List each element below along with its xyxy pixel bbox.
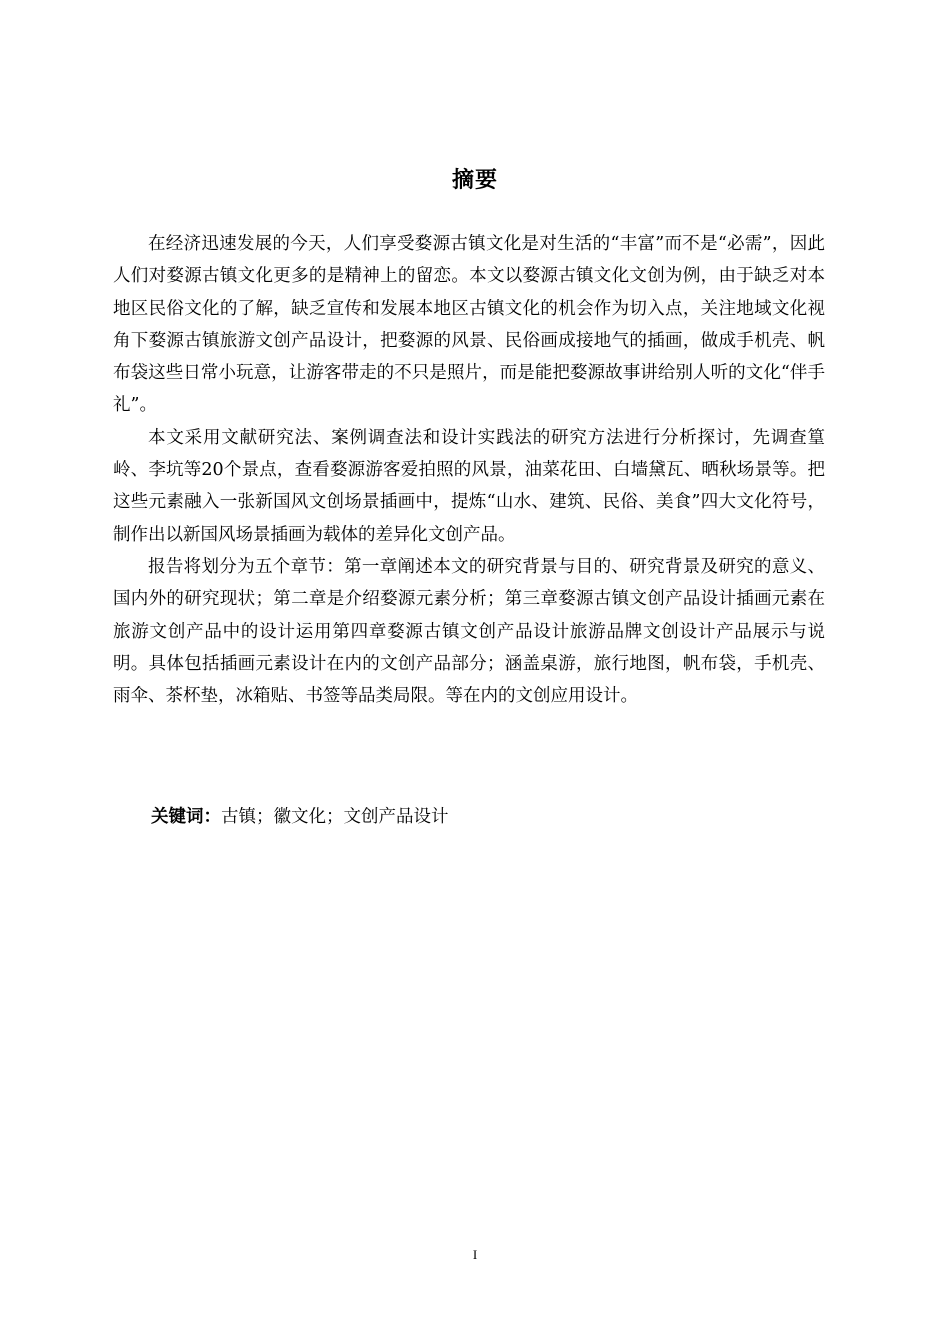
keywords-line [151, 802, 449, 832]
abstract-body [113, 228, 825, 712]
abstract-paragraph-3: 报告将划分为五个章节：第一章阐述本文的研究背景与目的、研究背景及研究的意义、国内外的研究现状；第二章是介绍婺源元素分析；第三章婺源古镇文创产品设计插画元素在旅游文创产品中的设计运用第四章婺源古镇文创产品设计旅游品牌文创设计产品展示与说明。具体包括插画元素设计在内的文创产品部分；涵盖桌游，旅行地图，帆布袋，手机壳、雨伞、茶杯垫，冰箱贴、书签等品类局限。等在内的文创应用设计。 [113, 556, 825, 707]
page-number: I [472, 1247, 478, 1262]
abstract-paragraph-1: 在经济迅速发展的今天，人们享受婺源古镇文化是对生活的“丰富”而不是“必需”，因此人们对婺源古镇文化更多的是精神上的留恋。本文以婺源古镇文化文创为例，由于缺乏对本地区民俗文化的了解，缺乏宣传和发展本地区古镇文化的机会作为切入点，关注地域文化视角下婺源古镇旅游文创产品设计，把婺源的风景、民俗画成接地气的插画，做成手机壳、帆布袋这些日常小玩意，让游客带走的不只是照片，而是能把婺源故事讲给别人听的文化“伴手礼”。 [113, 234, 825, 416]
keywords-label: 关键词： [151, 807, 221, 827]
abstract-title: 摘要 [451, 168, 498, 193]
abstract-paragraph-2: 本文采用文献研究法、案例调查法和设计实践法的研究方法进行分析探讨，先调查篁岭、李坑等20个景点，查看婺源游客爱拍照的风景，油菜花田、白墙黛瓦、晒秋场景等。把这些元素融入一张新国风文创场景插画中，提炼“山水、建筑、民俗、美食”四大文化符号，制作出以新国风场景插画为载体的差异化文创产品。 [113, 427, 825, 545]
keywords-list: 古镇；徽文化；文创产品设计 [221, 807, 449, 827]
